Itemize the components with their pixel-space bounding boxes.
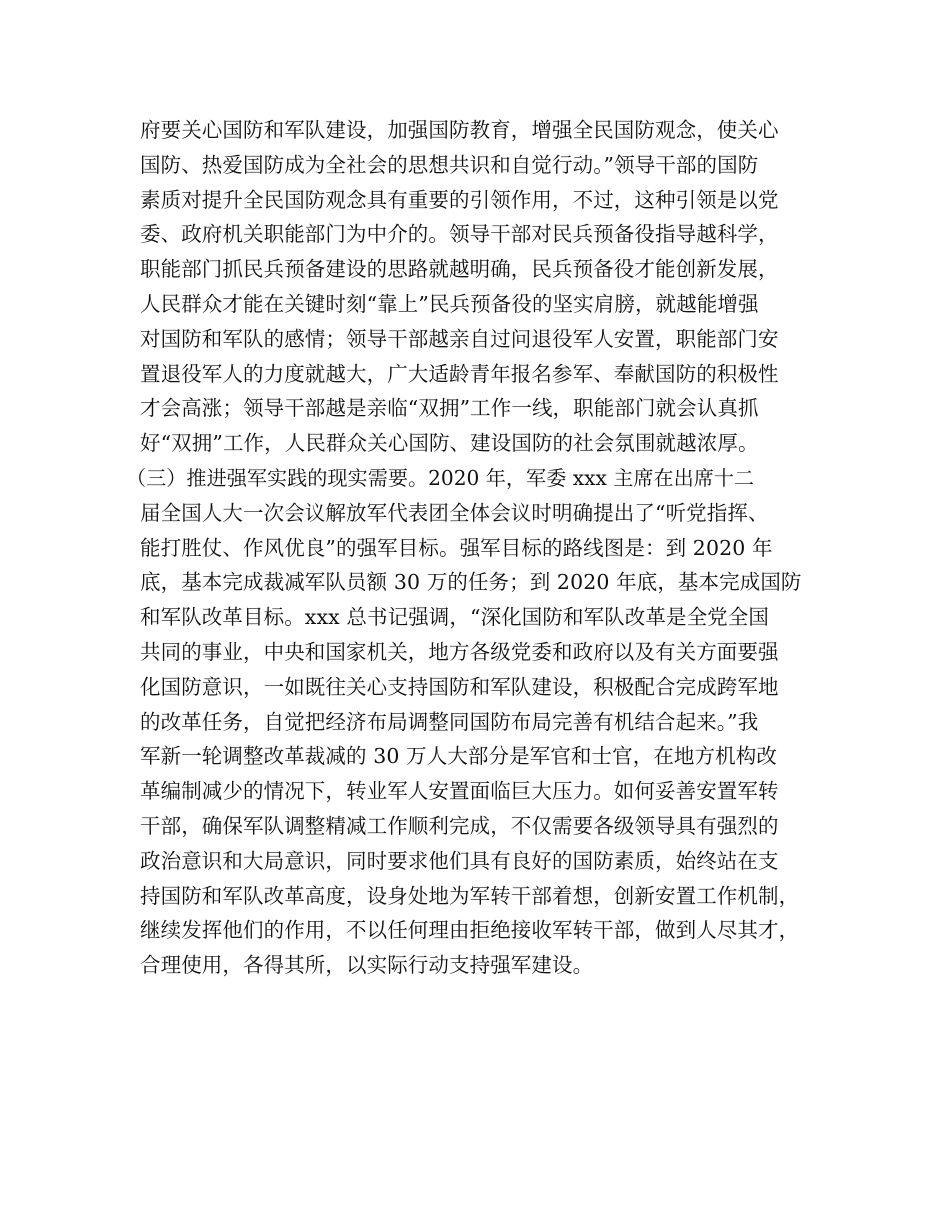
text-line-3: 素质对提升全民国防观念具有重要的引领作用，不过，这种引领是以党	[140, 187, 779, 212]
text-line-13: 能打胜仗、作风优良”的强军目标。强军目标的路线图是：到 2020 年	[140, 535, 773, 560]
body-text	[126, 113, 830, 983]
text-line-2: 国防、热爱国防成为全社会的思想共识和自觉行动。”领导干部的国防	[140, 152, 759, 177]
text-line-15: 和军队改革目标。xxx 总书记强调，“深化国防和军队改革是全党全国	[140, 605, 769, 630]
text-line-8: 置退役军人的力度就越大，广大适龄青年报名参军、奉献国防的积极性	[140, 361, 779, 386]
text-line-17: 化国防意识，一如既往关心支持国防和军队建设，积极配合完成跨军地	[140, 674, 779, 699]
text-line-25: 合理使用，各得其所，以实际行动支持强军建设。	[140, 953, 594, 978]
text-line-1: 府要关心国防和军队建设，加强国防教育，增强全民国防观念，使关心	[140, 118, 779, 142]
text-line-22: 政治意识和大局意识，同时要求他们具有良好的国防素质，始终站在支	[140, 848, 779, 873]
text-line-19: 军新一轮调整改革裁减的 30 万人大部分是军官和士官，在地方机构改	[140, 744, 777, 769]
text-line-12: 届全国人大一次会议解放军代表团全体会议时明确提出了“听党指挥、	[140, 500, 769, 525]
text-line-20: 革编制减少的情况下，转业军人安置面临巨大压力。如何妥善安置军转	[140, 779, 779, 804]
text-line-24: 继续发挥他们的作用，不以任何理由拒绝接收军转干部，做到人尽其才，	[140, 918, 800, 943]
text-line-7: 对国防和军队的感情；领导干部越亲自过问退役军人安置，职能部门安	[140, 326, 779, 351]
text-line-23: 持国防和军队改革高度，设身处地为军转干部着想，创新安置工作机制，	[140, 883, 800, 908]
text-line-10: 好“双拥”工作，人民群众关心国防、建设国防的社会氛围就越浓厚。	[140, 431, 759, 456]
section-heading-line: （三）推进强军实践的现实需要。2020 年，军委 xxx 主席在出席十二	[126, 465, 755, 490]
text-line-18: 的改革任务，自觉把经济布局调整同国防布局完善有机结合起来。”我	[140, 709, 759, 734]
text-line-4: 委、政府机关职能部门为中介的。领导干部对民兵预备役指导越科学，	[140, 222, 779, 247]
text-line-21: 干部，确保军队调整精减工作顺利完成，不仅需要各级领导具有强烈的	[140, 813, 779, 838]
text-line-16: 共同的事业，中央和国家机关，地方各级党委和政府以及有关方面要强	[140, 639, 779, 664]
text-line-14: 底，基本完成裁减军队员额 30 万的任务；到 2020 年底，基本完成国防	[140, 570, 802, 595]
text-line-5: 职能部门抓民兵预备建设的思路就越明确，民兵预备役才能创新发展，	[140, 257, 779, 282]
text-line-6: 人民群众才能在关键时刻“靠上”民兵预备役的坚实肩膀，就越能增强	[140, 291, 759, 316]
text-line-9: 才会高涨；领导干部越是亲临“双拥”工作一线，职能部门就会认真抓	[140, 396, 759, 421]
